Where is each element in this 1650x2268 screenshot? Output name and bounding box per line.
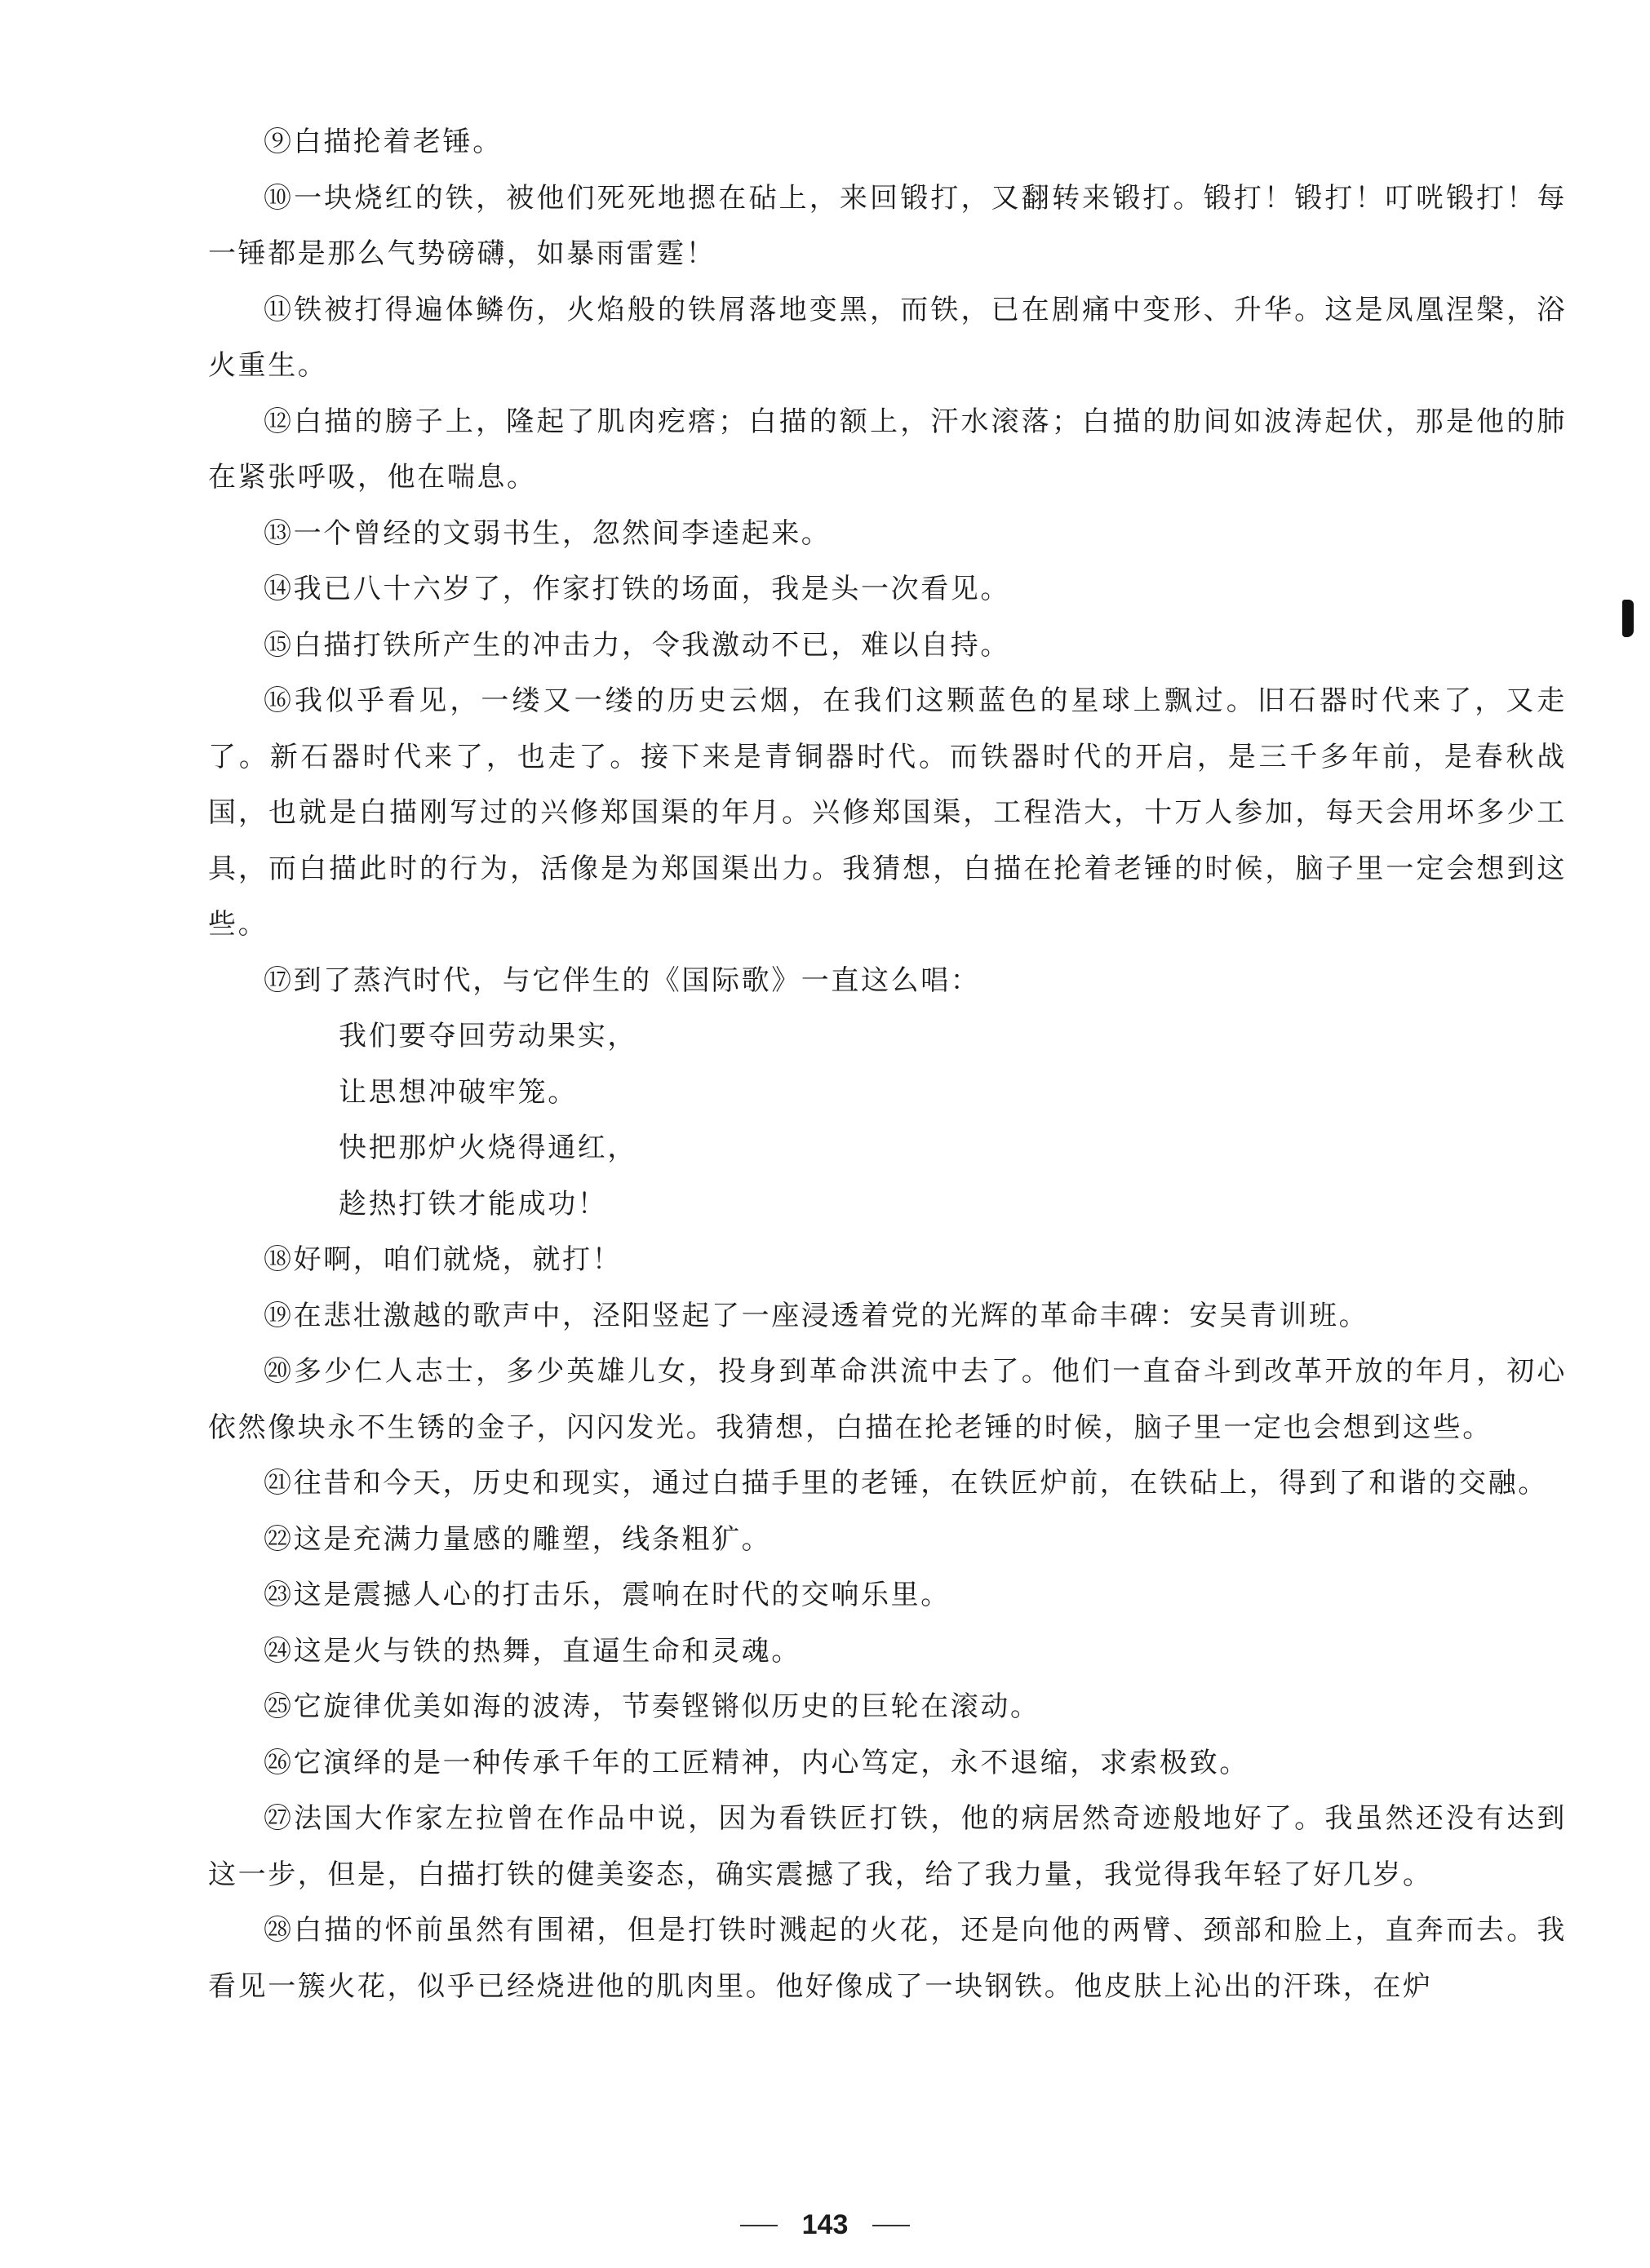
- lyric-line: 让思想冲破牢笼。: [339, 1075, 578, 1109]
- paragraph-21: ㉑往昔和今天，历史和现实，通过白描手里的老锤，在铁匠炉前，在铁砧上，得到了和谐的交融。: [264, 1467, 1548, 1499]
- lyric-line: 快把那炉火烧得通红，: [339, 1132, 637, 1164]
- page-footer: [0, 2209, 1650, 2241]
- paragraph-15: ⑮白描打铁所产生的冲击力，令我激动不已，难以自持。: [264, 628, 1010, 662]
- song-lyrics: [208, 1008, 1567, 1232]
- paragraph-19: ⑲在悲壮激越的歌声中，泾阳竖起了一座浸透着党的光辉的革命丰碑：安吴青训班。: [264, 1299, 1369, 1332]
- paragraph-9: ⑨白描抡着老锤。: [264, 126, 503, 158]
- lyric-line: 我们要夺回劳动果实，: [339, 1020, 637, 1052]
- footer-dash-left: [740, 2225, 778, 2226]
- paragraph-12: ⑫白描的膀子上，隆起了肌肉疙瘩；白描的额上，汗水滚落；白描的肋间如波涛起伏，那是他的肺在紧张呼吸，他在喘息。: [208, 405, 1567, 494]
- paragraph-27: ㉗法国大作家左拉曾在作品中说，因为看铁匠打铁，他的病居然奇迹般地好了。我虽然还没有达到这一步，但是，白描打铁的健美姿态，确实震撼了我，给了我力量，我觉得我年轻了好几岁。: [208, 1802, 1567, 1891]
- paragraph-14: ⑭我已八十六岁了，作家打铁的场面，我是头一次看见。: [264, 573, 1010, 605]
- paragraph-24: ㉔这是火与铁的热舞，直逼生命和灵魂。: [264, 1634, 801, 1668]
- paragraph-25: ㉕它旋律优美如海的波涛，节奏铿锵似历史的巨轮在滚动。: [264, 1690, 1040, 1723]
- paragraph-28: ㉘白描的怀前虽然有围裙，但是打铁时溅起的火花，还是向他的两臂、颈部和脸上，直奔而去。我看见一簇火花，似乎已经烧进他的肌肉里。他好像成了一块钢铁。他皮肤上沁出的汗珠，在炉: [208, 1914, 1567, 2003]
- paragraph-10: ⑩一块烧红的铁，被他们死死地摁在砧上，来回锻打，又翻转来锻打。锻打！锻打！叮咣锻打！每一锤都是那么气势磅礴，如暴雨雷霆！: [208, 181, 1567, 270]
- paragraph-22: ㉒这是充满力量感的雕塑，线条粗犷。: [264, 1522, 772, 1556]
- article-body: [208, 114, 1567, 2014]
- paragraph-20: ⑳多少仁人志士，多少英雄儿女，投身到革命洪流中去了。他们一直奋斗到改革开放的年月，初心依然像块永不生锈的金子，闪闪发光。我猜想，白描在抡老锤的时候，脑子里一定也会想到这些。: [208, 1355, 1567, 1444]
- paragraph-11: ⑪铁被打得遍体鳞伤，火焰般的铁屑落地变黑，而铁，已在剧痛中变形、升华。这是凤凰涅槃，浴火重生。: [208, 293, 1567, 382]
- paragraph-13: ⑬一个曾经的文弱书生，忽然间李逵起来。: [264, 516, 832, 550]
- lyric-line: 趁热打铁才能成功！: [339, 1187, 608, 1220]
- paragraph-18: ⑱好啊，咱们就烧，就打！: [264, 1243, 623, 1276]
- page-number: 143: [801, 2209, 849, 2240]
- footer-dash-right: [872, 2225, 910, 2226]
- paragraph-23: ㉓这是震撼人心的打击乐，震响在时代的交响乐里。: [264, 1579, 951, 1611]
- paragraph-26: ㉖它演绎的是一种传承千年的工匠精神，内心笃定，永不退缩，求索极致。: [264, 1746, 1249, 1779]
- paragraph-17: ⑰到了蒸汽时代，与它伴生的《国际歌》一直这么唱：: [264, 963, 981, 997]
- paragraph-16: ⑯我似乎看见，一缕又一缕的历史云烟，在我们这颗蓝色的星球上飘过。旧石器时代来了，又走了。新石器时代来了，也走了。接下来是青铜器时代。而铁器时代的开启，是三千多年前，是春秋战国，也就是白描刚写过的兴修郑国渠的年月。兴修郑国渠，工程浩大，十万人参加，每天会用坏多少工具，而白描此时的行为，活像是为郑国渠出力。我猜想，白描在抡着老锤的时候，脑子里一定会想到这些。: [208, 684, 1567, 941]
- margin-ink-mark: [1622, 600, 1634, 637]
